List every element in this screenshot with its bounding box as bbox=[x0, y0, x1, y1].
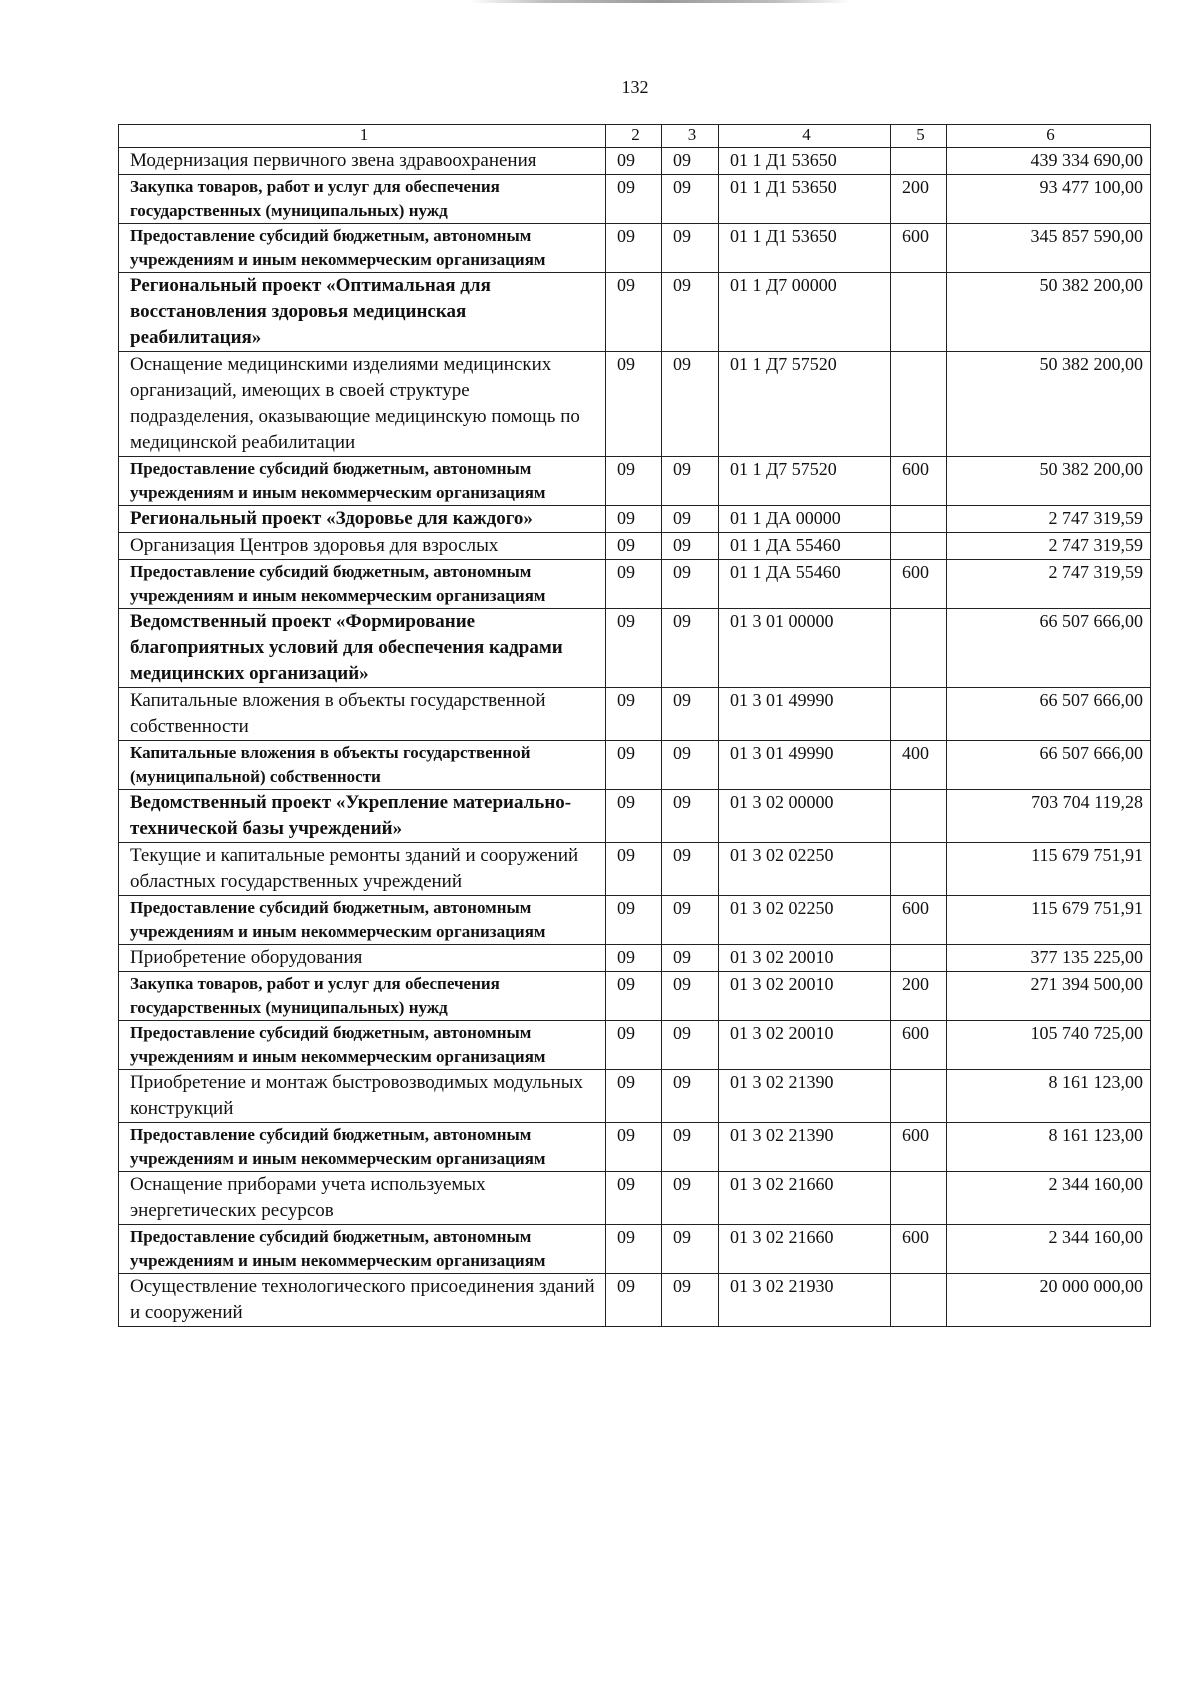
cell-section: 09 bbox=[606, 224, 662, 273]
cell-amount: 20 000 000,00 bbox=[947, 1274, 1151, 1327]
cell-name: Оснащение приборами учета используемых энергетических ресурсов bbox=[119, 1172, 606, 1225]
cell-subsection: 09 bbox=[662, 1274, 719, 1327]
cell-section: 09 bbox=[606, 175, 662, 224]
cell-amount: 2 747 319,59 bbox=[947, 533, 1151, 560]
cell-name: Предоставление субсидий бюджетным, автономным учреждениям и иным некоммерческим организациям bbox=[119, 1021, 606, 1070]
table-row bbox=[119, 609, 1151, 688]
table-row bbox=[119, 175, 1151, 224]
cell-amount: 8 161 123,00 bbox=[947, 1070, 1151, 1123]
cell-section: 09 bbox=[606, 1225, 662, 1274]
cell-name: Предоставление субсидий бюджетным, автономным учреждениям и иным некоммерческим организациям bbox=[119, 1123, 606, 1172]
cell-expense-type: 600 bbox=[891, 224, 947, 273]
cell-section: 09 bbox=[606, 609, 662, 688]
cell-subsection: 09 bbox=[662, 790, 719, 843]
table-row bbox=[119, 224, 1151, 273]
cell-expense-type bbox=[891, 1274, 947, 1327]
cell-target-code: 01 1 ДА 55460 bbox=[719, 560, 891, 609]
cell-amount: 50 382 200,00 bbox=[947, 457, 1151, 506]
cell-subsection: 09 bbox=[662, 741, 719, 790]
cell-target-code: 01 3 02 21390 bbox=[719, 1070, 891, 1123]
cell-target-code: 01 3 02 21390 bbox=[719, 1123, 891, 1172]
header-col-2: 2 bbox=[606, 125, 662, 148]
cell-subsection: 09 bbox=[662, 1021, 719, 1070]
table-row bbox=[119, 560, 1151, 609]
cell-name: Предоставление субсидий бюджетным, автономным учреждениям и иным некоммерческим организациям bbox=[119, 457, 606, 506]
cell-target-code: 01 3 01 00000 bbox=[719, 609, 891, 688]
cell-amount: 703 704 119,28 bbox=[947, 790, 1151, 843]
cell-expense-type bbox=[891, 148, 947, 175]
cell-expense-type: 600 bbox=[891, 896, 947, 945]
cell-subsection: 09 bbox=[662, 1070, 719, 1123]
cell-target-code: 01 1 Д1 53650 bbox=[719, 224, 891, 273]
header-col-5: 5 bbox=[891, 125, 947, 148]
table-row bbox=[119, 506, 1151, 533]
table-row bbox=[119, 352, 1151, 457]
cell-name: Организация Центров здоровья для взрослых bbox=[119, 533, 606, 560]
header-col-6: 6 bbox=[947, 125, 1151, 148]
cell-subsection: 09 bbox=[662, 688, 719, 741]
cell-amount: 2 747 319,59 bbox=[947, 560, 1151, 609]
cell-expense-type bbox=[891, 688, 947, 741]
cell-expense-type: 600 bbox=[891, 1021, 947, 1070]
cell-section: 09 bbox=[606, 843, 662, 896]
header-col-3: 3 bbox=[662, 125, 719, 148]
cell-expense-type bbox=[891, 352, 947, 457]
cell-subsection: 09 bbox=[662, 1172, 719, 1225]
cell-subsection: 09 bbox=[662, 1123, 719, 1172]
cell-subsection: 09 bbox=[662, 1225, 719, 1274]
table-row bbox=[119, 1274, 1151, 1327]
header-col-4: 4 bbox=[719, 125, 891, 148]
cell-subsection: 09 bbox=[662, 352, 719, 457]
table-body bbox=[119, 148, 1151, 1327]
cell-name: Региональный проект «Оптимальная для восстановления здоровья медицинская реабилитация» bbox=[119, 273, 606, 352]
cell-section: 09 bbox=[606, 1021, 662, 1070]
cell-section: 09 bbox=[606, 148, 662, 175]
cell-amount: 439 334 690,00 bbox=[947, 148, 1151, 175]
table-row bbox=[119, 1070, 1151, 1123]
cell-target-code: 01 1 Д1 53650 bbox=[719, 148, 891, 175]
cell-amount: 345 857 590,00 bbox=[947, 224, 1151, 273]
cell-name: Предоставление субсидий бюджетным, автономным учреждениям и иным некоммерческим организациям bbox=[119, 224, 606, 273]
cell-expense-type: 200 bbox=[891, 972, 947, 1021]
cell-target-code: 01 1 Д7 57520 bbox=[719, 352, 891, 457]
cell-section: 09 bbox=[606, 506, 662, 533]
cell-subsection: 09 bbox=[662, 533, 719, 560]
cell-section: 09 bbox=[606, 896, 662, 945]
cell-section: 09 bbox=[606, 972, 662, 1021]
table-row bbox=[119, 688, 1151, 741]
cell-target-code: 01 3 02 20010 bbox=[719, 1021, 891, 1070]
cell-expense-type: 600 bbox=[891, 1123, 947, 1172]
cell-target-code: 01 3 02 20010 bbox=[719, 945, 891, 972]
cell-name: Капитальные вложения в объекты государственной собственности bbox=[119, 688, 606, 741]
cell-amount: 2 344 160,00 bbox=[947, 1225, 1151, 1274]
cell-target-code: 01 3 02 21660 bbox=[719, 1172, 891, 1225]
cell-amount: 50 382 200,00 bbox=[947, 352, 1151, 457]
cell-expense-type bbox=[891, 1172, 947, 1225]
table-row bbox=[119, 896, 1151, 945]
table-row bbox=[119, 843, 1151, 896]
cell-section: 09 bbox=[606, 741, 662, 790]
cell-subsection: 09 bbox=[662, 843, 719, 896]
table-header-row bbox=[119, 125, 1151, 148]
cell-section: 09 bbox=[606, 560, 662, 609]
cell-subsection: 09 bbox=[662, 224, 719, 273]
cell-amount: 377 135 225,00 bbox=[947, 945, 1151, 972]
cell-expense-type: 600 bbox=[891, 457, 947, 506]
cell-section: 09 bbox=[606, 273, 662, 352]
table-row bbox=[119, 1172, 1151, 1225]
cell-name: Приобретение оборудования bbox=[119, 945, 606, 972]
table-row bbox=[119, 1225, 1151, 1274]
cell-amount: 271 394 500,00 bbox=[947, 972, 1151, 1021]
cell-subsection: 09 bbox=[662, 945, 719, 972]
cell-subsection: 09 bbox=[662, 148, 719, 175]
cell-subsection: 09 bbox=[662, 273, 719, 352]
cell-section: 09 bbox=[606, 1123, 662, 1172]
cell-subsection: 09 bbox=[662, 457, 719, 506]
cell-name: Модернизация первичного звена здравоохранения bbox=[119, 148, 606, 175]
cell-section: 09 bbox=[606, 1274, 662, 1327]
cell-amount: 115 679 751,91 bbox=[947, 896, 1151, 945]
cell-target-code: 01 3 02 21660 bbox=[719, 1225, 891, 1274]
cell-section: 09 bbox=[606, 533, 662, 560]
cell-expense-type bbox=[891, 533, 947, 560]
cell-subsection: 09 bbox=[662, 560, 719, 609]
cell-name: Осуществление технологического присоединения зданий и сооружений bbox=[119, 1274, 606, 1327]
cell-amount: 66 507 666,00 bbox=[947, 741, 1151, 790]
table-row bbox=[119, 1123, 1151, 1172]
cell-target-code: 01 3 01 49990 bbox=[719, 741, 891, 790]
cell-section: 09 bbox=[606, 1070, 662, 1123]
table-row bbox=[119, 945, 1151, 972]
table-row bbox=[119, 1021, 1151, 1070]
cell-name: Предоставление субсидий бюджетным, автономным учреждениям и иным некоммерческим организациям bbox=[119, 896, 606, 945]
cell-name: Закупка товаров, работ и услуг для обеспечения государственных (муниципальных) нужд bbox=[119, 972, 606, 1021]
cell-expense-type bbox=[891, 843, 947, 896]
cell-section: 09 bbox=[606, 945, 662, 972]
cell-target-code: 01 3 01 49990 bbox=[719, 688, 891, 741]
cell-amount: 50 382 200,00 bbox=[947, 273, 1151, 352]
table-row bbox=[119, 741, 1151, 790]
header-col-1: 1 bbox=[119, 125, 606, 148]
cell-name: Предоставление субсидий бюджетным, автономным учреждениям и иным некоммерческим организациям bbox=[119, 560, 606, 609]
cell-name: Предоставление субсидий бюджетным, автономным учреждениям и иным некоммерческим организациям bbox=[119, 1225, 606, 1274]
cell-amount: 105 740 725,00 bbox=[947, 1021, 1151, 1070]
cell-name: Закупка товаров, работ и услуг для обеспечения государственных (муниципальных) нужд bbox=[119, 175, 606, 224]
cell-subsection: 09 bbox=[662, 506, 719, 533]
cell-target-code: 01 1 ДА 55460 bbox=[719, 533, 891, 560]
cell-expense-type bbox=[891, 506, 947, 533]
cell-subsection: 09 bbox=[662, 972, 719, 1021]
cell-section: 09 bbox=[606, 457, 662, 506]
page-number: 132 bbox=[621, 77, 649, 97]
cell-target-code: 01 3 02 20010 bbox=[719, 972, 891, 1021]
cell-expense-type: 600 bbox=[891, 560, 947, 609]
cell-amount: 66 507 666,00 bbox=[947, 688, 1151, 741]
cell-expense-type bbox=[891, 609, 947, 688]
budget-table bbox=[118, 124, 1151, 1327]
table-row bbox=[119, 273, 1151, 352]
cell-name: Региональный проект «Здоровье для каждого» bbox=[119, 506, 606, 533]
table-row bbox=[119, 533, 1151, 560]
cell-expense-type bbox=[891, 1070, 947, 1123]
cell-amount: 2 747 319,59 bbox=[947, 506, 1151, 533]
cell-target-code: 01 3 02 21930 bbox=[719, 1274, 891, 1327]
cell-name: Капитальные вложения в объекты государственной (муниципальной) собственности bbox=[119, 741, 606, 790]
table-row bbox=[119, 790, 1151, 843]
cell-target-code: 01 1 Д7 00000 bbox=[719, 273, 891, 352]
cell-subsection: 09 bbox=[662, 896, 719, 945]
cell-name: Ведомственный проект «Формирование благоприятных условий для обеспечения кадрами медицинских организаций» bbox=[119, 609, 606, 688]
cell-amount: 8 161 123,00 bbox=[947, 1123, 1151, 1172]
table-row bbox=[119, 972, 1151, 1021]
cell-amount: 93 477 100,00 bbox=[947, 175, 1151, 224]
cell-amount: 2 344 160,00 bbox=[947, 1172, 1151, 1225]
cell-section: 09 bbox=[606, 688, 662, 741]
cell-name: Приобретение и монтаж быстровозводимых модульных конструкций bbox=[119, 1070, 606, 1123]
cell-target-code: 01 1 ДА 00000 bbox=[719, 506, 891, 533]
cell-name: Текущие и капитальные ремонты зданий и сооружений областных государственных учреждений bbox=[119, 843, 606, 896]
cell-target-code: 01 1 Д1 53650 bbox=[719, 175, 891, 224]
table-row bbox=[119, 148, 1151, 175]
cell-section: 09 bbox=[606, 352, 662, 457]
cell-subsection: 09 bbox=[662, 175, 719, 224]
cell-expense-type: 200 bbox=[891, 175, 947, 224]
scan-edge-artifact bbox=[470, 0, 850, 3]
cell-target-code: 01 3 02 02250 bbox=[719, 843, 891, 896]
cell-target-code: 01 3 02 02250 bbox=[719, 896, 891, 945]
cell-section: 09 bbox=[606, 1172, 662, 1225]
cell-expense-type: 600 bbox=[891, 1225, 947, 1274]
cell-subsection: 09 bbox=[662, 609, 719, 688]
cell-expense-type: 400 bbox=[891, 741, 947, 790]
cell-target-code: 01 3 02 00000 bbox=[719, 790, 891, 843]
cell-target-code: 01 1 Д7 57520 bbox=[719, 457, 891, 506]
cell-amount: 115 679 751,91 bbox=[947, 843, 1151, 896]
cell-expense-type bbox=[891, 273, 947, 352]
cell-expense-type bbox=[891, 945, 947, 972]
cell-expense-type bbox=[891, 790, 947, 843]
cell-amount: 66 507 666,00 bbox=[947, 609, 1151, 688]
table-row bbox=[119, 457, 1151, 506]
cell-name: Оснащение медицинскими изделиями медицинских организаций, имеющих в своей структуре подразделения, оказывающие медицинскую помощь по медицинской реабилитации bbox=[119, 352, 606, 457]
cell-name: Ведомственный проект «Укрепление материально-технической базы учреждений» bbox=[119, 790, 606, 843]
cell-section: 09 bbox=[606, 790, 662, 843]
